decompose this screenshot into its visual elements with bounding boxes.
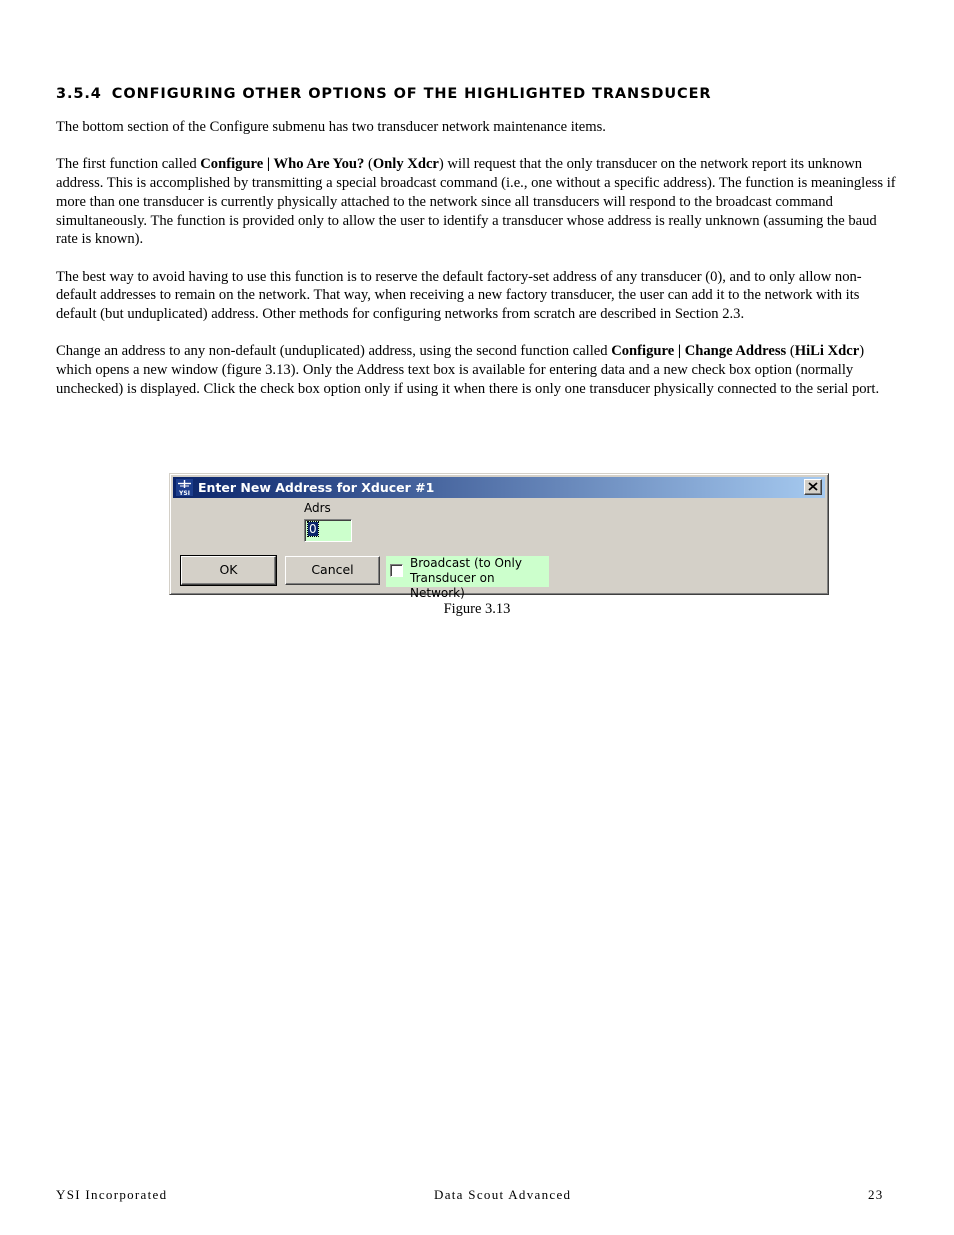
section-number: 3.5.4: [56, 86, 102, 102]
broadcast-option[interactable]: [386, 556, 549, 600]
p4-text-e: ) which opens a new window (figure 3.13). Only the Address text box is available for entering data and a new check box option (normally unchecked) is displayed. Click the check box option only if using it when there is only one transducer physically connected to the serial port.: [56, 343, 880, 397]
ok-button[interactable]: OK: [181, 556, 276, 585]
p4-text-c: (: [786, 343, 795, 360]
ysi-logo-text: YSI: [179, 490, 190, 496]
paragraph-2: [56, 155, 898, 249]
adrs-label: Adrs: [304, 501, 331, 515]
p4-text-a: Change an address to any non-default (unduplicated) address, using the second function called: [56, 343, 612, 360]
cancel-button[interactable]: Cancel: [285, 556, 380, 585]
dialog-titlebar[interactable]: [173, 477, 825, 498]
paragraph-3: The best way to avoid having to use this function is to reserve the default factory-set address of any transducer (0), and to only allow non-default addresses to remain on the network. That way, when receiving a new factory transducer, the user can add it to the network with its default (but unduplicated) address. Other methods for configuring networks from scratch are described in Section 2.3.: [56, 268, 862, 322]
figure-caption: Figure 3.13: [443, 601, 511, 617]
p4-menu-path: Configure | Change Address: [611, 343, 787, 360]
adrs-input[interactable]: [304, 519, 352, 542]
body-text: [56, 118, 898, 417]
footer-left: YSI Incorporated: [56, 1187, 168, 1202]
dialog-title: Enter New Address for Xducer #1: [198, 480, 435, 495]
p2-scope: Only Xdcr: [372, 156, 439, 173]
p2-text-a: The first function called: [56, 156, 201, 173]
adrs-value: 0: [309, 522, 317, 536]
p2-text-c: (: [364, 156, 373, 173]
broadcast-checkbox[interactable]: [390, 564, 403, 577]
broadcast-label-line1: Broadcast (to Only: [410, 556, 522, 570]
page-number: 23: [868, 1187, 884, 1202]
p2-text-e: ) will request that the only transducer on the network report its unknown address. This is accomplished by transmitting a special broadcast command (i.e., one without a specific address). The function is meaningless if more than one transducer is currently physically attached to the network since all transducers will respond to the broadcast command simultaneously. The function is provided only to allow the user to identify a transducer whose address is really unknown (assuming the baud rate is known).: [56, 156, 896, 248]
ysi-logo-icon: [176, 479, 193, 496]
broadcast-label: [410, 556, 550, 601]
close-icon: [808, 482, 818, 491]
p2-menu-path: Configure | Who Are You?: [200, 156, 365, 173]
paragraph-4: [56, 342, 898, 398]
section-heading: [56, 86, 916, 102]
paragraph-1: The bottom section of the Configure submenu has two transducer network maintenance items.: [56, 119, 606, 135]
footer-center: Data Scout Advanced: [434, 1187, 572, 1202]
section-title: CONFIGURING OTHER OPTIONS OF THE HIGHLIGHTED TRANSDUCER: [111, 86, 712, 102]
broadcast-label-line2: Transducer on Network): [410, 571, 495, 600]
change-address-dialog: [169, 473, 829, 600]
close-button[interactable]: [804, 479, 822, 495]
p4-scope: HiLi Xdcr: [794, 343, 860, 360]
